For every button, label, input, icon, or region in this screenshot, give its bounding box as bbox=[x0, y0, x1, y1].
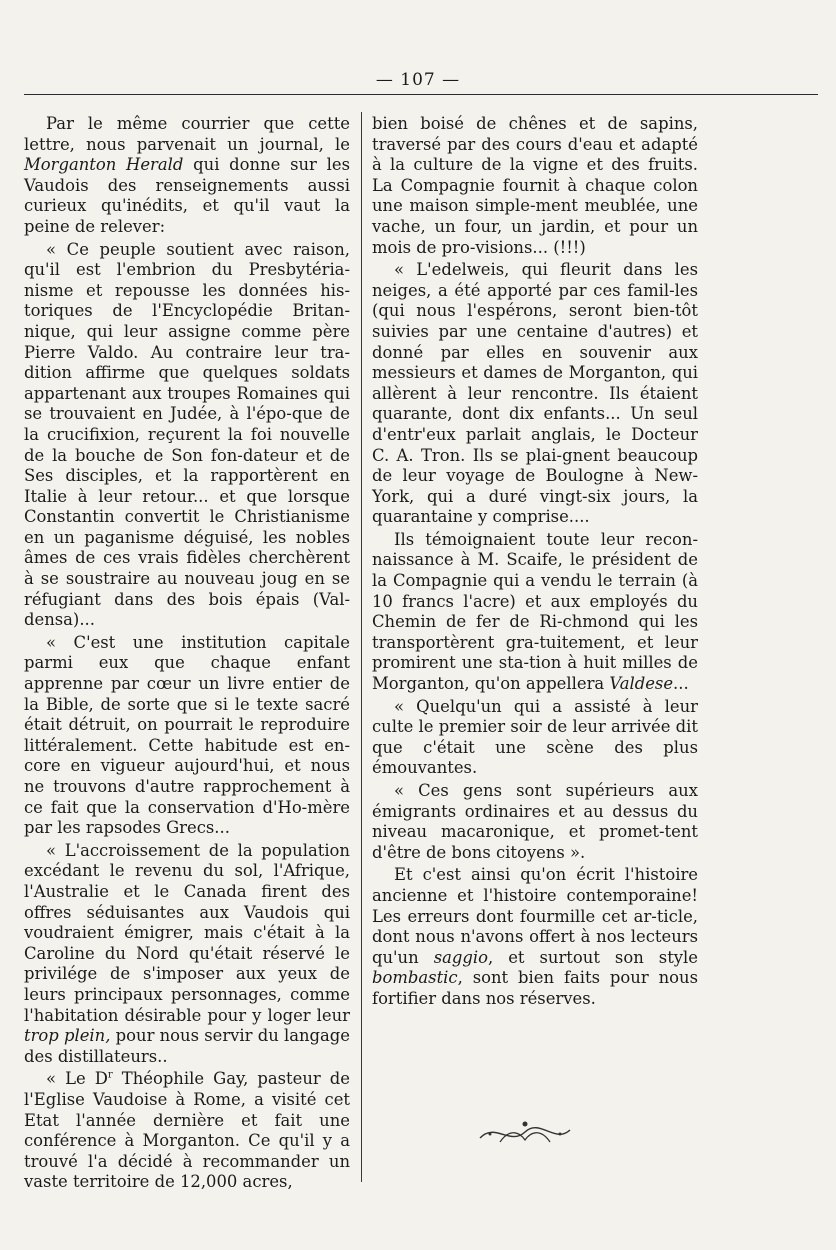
paragraph-text: pour nous servir du langage des distillateurs.. bbox=[24, 1026, 350, 1066]
paragraph bbox=[24, 1069, 350, 1193]
paragraph-text: Et c'est ainsi qu'on écrit l'histoire ancienne et l'histoire contemporaine! Les erreurs dont fourmille cet ar-ticle, dont nous n'avons offert à nos lecteurs qu'un bbox=[372, 865, 698, 967]
paragraph bbox=[372, 530, 698, 695]
page-number: — 107 — bbox=[375, 70, 461, 90]
right-column bbox=[372, 114, 698, 1010]
paragraph-text: , sont bien faits pour nous fortifier dans nos réserves. bbox=[372, 968, 698, 1008]
emphasis: bombastic bbox=[372, 968, 458, 988]
paragraph: « Ce peuple soutient avec raison, qu'il est l'embrion du Presbytéria-nisme et repousse les données his-toriques de l'Encyclopédie Britan-nique, qui leur assigne comme père Pierre Valdo. Au contraire leur tra-dition affirme que quelques soldats appartenant aux troupes Romaines qui se trouvaient en Judée, à l'épo-que de la crucifixion, reçurent la foi nouvelle de la bouche de Son fon-dateur et de Ses disciples, et la rapportèrent en Italie à leur retour... et que lorsque Constantin convertit le Christianisme en un paganisme déguisé, les nobles âmes de ces vrais fidèles cherchèrent à se soustraire au nouveau joug en se réfugiant dans des bois épais (Val-densa)... bbox=[24, 239, 350, 630]
header-rule bbox=[24, 94, 818, 95]
newspaper-title: Morganton Herald bbox=[24, 155, 184, 175]
ornament-icon bbox=[470, 1112, 580, 1152]
paragraph bbox=[24, 114, 350, 238]
paragraph bbox=[24, 841, 350, 1068]
emphasis: saggio bbox=[433, 947, 488, 967]
paragraph-text: Par le même courrier que cette lettre, nous parvenait un journal, le bbox=[24, 114, 350, 154]
superscript: r bbox=[107, 1069, 113, 1081]
paragraph-text: « L'accroissement de la population excédant le revenu du sol, l'Afrique, l'Australie et le Canada firent des offres séduisantes aux Vaudois qui voudraient émigrer, mais c'était à la Caroline du Nord qu'était réservé le privilége de s'imposer aux yeux de leurs principaux personnages, comme l'habitation désirable pour y loger leur bbox=[24, 840, 350, 1025]
emphasis: trop plein, bbox=[24, 1026, 111, 1046]
left-column bbox=[24, 114, 350, 1193]
paragraph: « Ces gens sont supérieurs aux émigrants ordinaires et au dessus du niveau macaronique, et promet-tent d'être de bons citoyens ». bbox=[372, 781, 698, 862]
paragraph: « L'edelweis, qui fleurit dans les neiges, a été apporté par ces famil-les (qui nous l'espérons, seront bien-tôt suivies par une centaine d'autres) et donné par elles en souvenir aux messieurs et dames de Morganton, qui allèrent à leur rencontre. Ils étaient quarante, dont dix enfants... Un seul d'entr'eux parlait anglais, le Docteur C. A. Tron. Ils se plai-gnent beaucoup de leur voyage de Boulogne à New-York, qui a duré vingt-six jours, la quarantaine y comprise.... bbox=[372, 260, 698, 527]
page-header bbox=[0, 70, 836, 98]
paragraph-text: , et surtout son style bbox=[487, 947, 698, 967]
paragraph-text: Ils témoignaient toute leur recon-naissance à M. Scaife, le président de la Compagnie qui a vendu le terrain (à 10 francs l'acre) et aux employés du Chemin de fer de Ri-chmond qui les transportèrent gra-tuitement, et leur promirent une sta-tion à huit milles de Morganton, qu'on appellera bbox=[372, 529, 698, 694]
paragraph-text: ... bbox=[673, 674, 689, 694]
paragraph-text: Théophile Gay, pasteur de l'Eglise Vaudoise à Rome, a visité cet Etat l'année dernière et fait une conférence à Morganton. Ce qu'il y a trouvé l'a décidé à recommander un vaste territoire de 12,000 acres, bbox=[24, 1069, 350, 1192]
paragraph-text: « Le D bbox=[46, 1069, 108, 1089]
place-name: Valdese bbox=[609, 674, 674, 694]
paragraph bbox=[372, 865, 698, 1009]
paragraph: « C'est une institution capitale parmi eux que chaque enfant apprenne par cœur un livre entier de la Bible, de sorte que si le texte sacré était détruit, on pourrait le reproduire littéralement. Cette habitude est en-core en vigueur aujourd'hui, et nous ne trouvons d'autre rapprochement à ce fait que la conservation d'Ho-mère par les rapsodes Grecs... bbox=[24, 632, 350, 838]
column-divider bbox=[361, 112, 362, 1182]
paragraph: bien boisé de chênes et de sapins, traversé par des cours d'eau et adapté à la culture de la vigne et des fruits. La Compagnie fournit à chaque colon une maison simple-ment meublée, une vache, un four, un jardin, et pour un mois de pro-visions... (!!!) bbox=[372, 114, 698, 257]
paragraph-text: qui donne sur les Vaudois des renseignements aussi curieux qu'inédits, et qu'il vaut la peine de relever: bbox=[24, 155, 350, 236]
paragraph: « Quelqu'un qui a assisté à leur culte le premier soir de leur arrivée dit que c'était une scène des plus émouvantes. bbox=[372, 696, 698, 778]
